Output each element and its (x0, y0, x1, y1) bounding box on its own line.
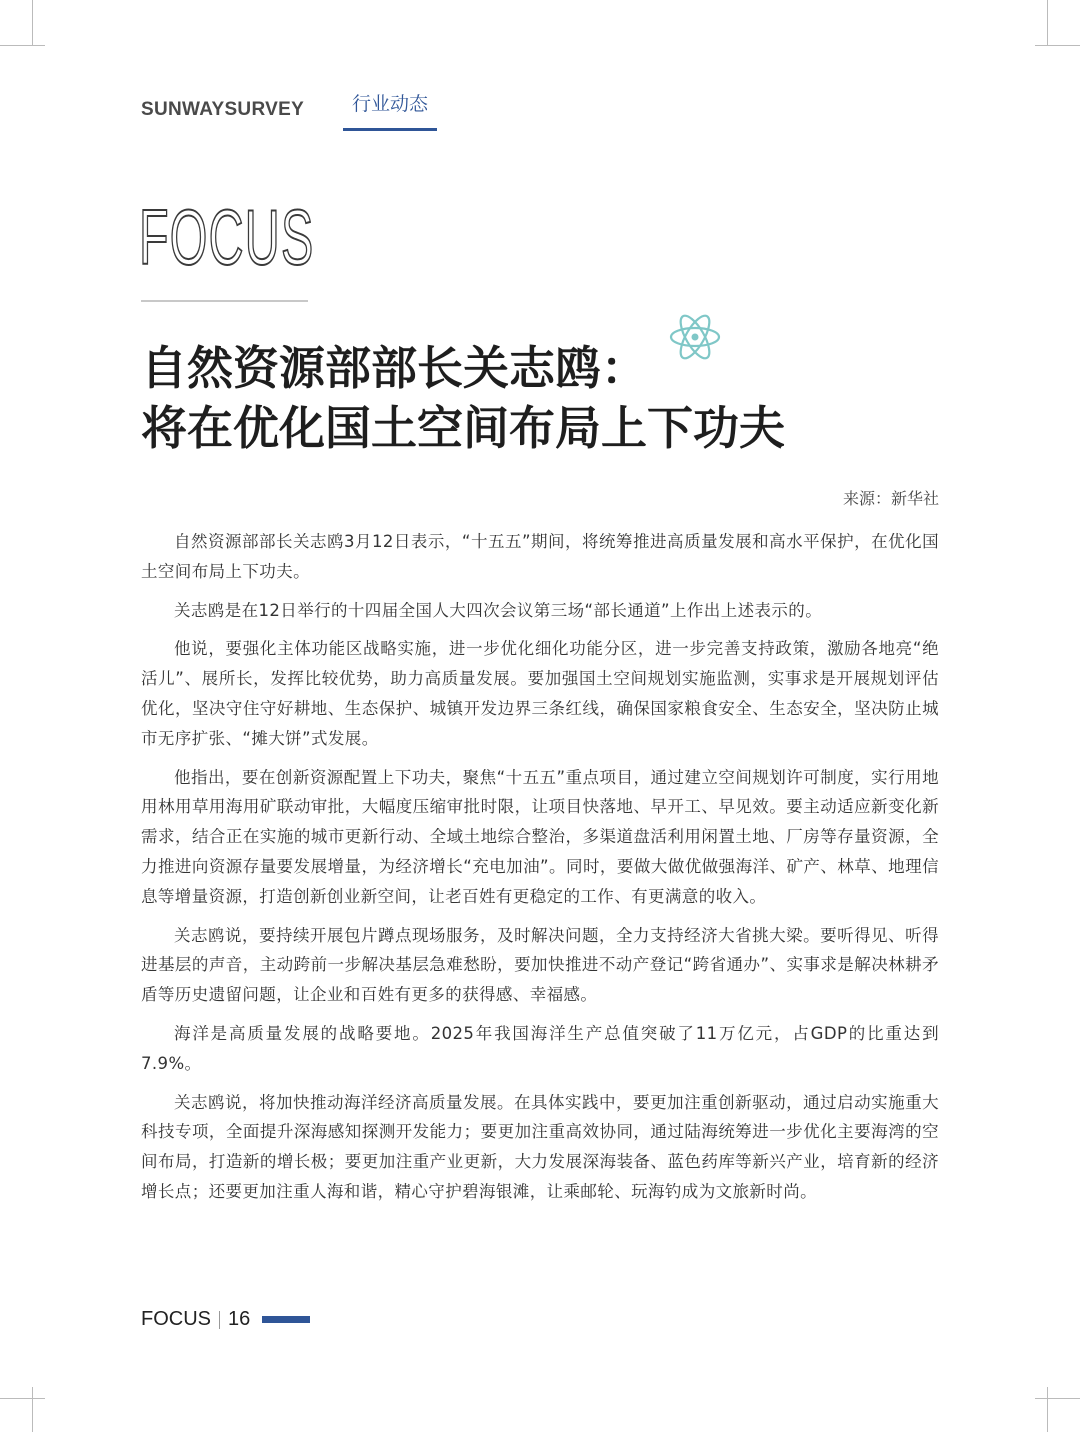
article-body (141, 527, 939, 1216)
crop-mark (1047, 0, 1048, 45)
headline-line-1: 自然资源部部长关志鸥： (141, 341, 647, 395)
crop-mark (1035, 1398, 1080, 1399)
footer-separator (219, 1311, 220, 1329)
brand-logo: SUNWAYSURVEY (141, 99, 305, 120)
article-paragraph: 海洋是高质量发展的战略要地。2025年我国海洋生产总值突破了11万亿元，占GDP的比重达到7.9%。 (141, 1023, 939, 1073)
page-number: 16 (228, 1308, 251, 1330)
crop-mark (32, 1387, 33, 1432)
article-paragraph: 他指出，要在创新资源配置上下功夫，聚焦“十五五”重点项目，通过建立空间规划许可制度，实行用地用林用草用海用矿联动审批，大幅度压缩审批时限，让项目快落地、早开工、早见效。要主动适应新变化新需求，结合正在实施的城市更新行动、全域土地综合整治，多渠道盘活利用闲置土地、厂房等存量资源，全力推进向资源存量要发展增量，为经济增长“充电加油”。同时，要做大做优做强海洋、矿产、林草、地理信息等增量资源，打造创新创业新空间，让老百姓有更稳定的工作、有更满意的收入。 (141, 767, 939, 906)
section-tag: 行业动态 (343, 90, 437, 131)
article-paragraph: 自然资源部部长关志鸥3月12日表示，“十五五”期间，将统筹推进高质量发展和高水平保护，在优化国土空间布局上下功夫。 (141, 532, 939, 581)
page-footer (141, 1308, 310, 1331)
article-source: 来源：新华社 (842, 489, 939, 508)
article-paragraph: 关志鸥说，将加快推动海洋经济高质量发展。在具体实践中，要更加注重创新驱动，通过启动实施重大科技专项，全面提升深海感知探测开发能力；要更加注重高效协同，通过陆海统筹进一步优化主要海湾的空间布局，打造新的增长极；要更加注重产业更新，大力发展深海装备、蓝色药库等新兴产业，培育新的经济增长点；还要更加注重人海和谐，精心守护碧海银滩，让乘邮轮、玩海钓成为文旅新时尚。 (141, 1092, 939, 1201)
footer-accent-bar (262, 1316, 310, 1323)
article-paragraph: 关志鸥是在12日举行的十四届全国人大四次会议第三场“部长通道”上作出上述表示的。 (174, 600, 823, 620)
footer-label: FOCUS (141, 1308, 211, 1330)
crop-mark (1047, 1387, 1048, 1432)
crop-mark (1035, 45, 1080, 46)
article-paragraph: 他说，要强化主体功能区战略实施，进一步优化细化功能分区，进一步完善支持政策，激励各地亮“绝活儿”、展所长，发挥比较优势，助力高质量发展。要加强国土空间规划实施监测，实事求是开展规划评估优化，坚决守住守好耕地、生态保护、城镇开发边界三条红线，确保国家粮食安全、生态安全，坚决防止城市无序扩张、“摊大饼”式发展。 (141, 639, 939, 748)
masthead-title: FOCUS (139, 193, 315, 281)
crop-mark (0, 45, 45, 46)
crop-mark (32, 0, 33, 45)
article-headline (141, 338, 941, 458)
masthead-divider (141, 300, 308, 302)
crop-mark (0, 1398, 45, 1399)
headline-line-2: 将在优化国土空间布局上下功夫 (141, 401, 785, 455)
article-paragraph: 关志鸥说，要持续开展包片蹲点现场服务，及时解决问题，全力支持经济大省挑大梁。要听得见、听得进基层的声音，主动跨前一步解决基层急难愁盼，要加快推进不动产登记“跨省通办”、实事求是解决林耕矛盾等历史遗留问题，让企业和百姓有更多的获得感、幸福感。 (141, 925, 939, 1005)
